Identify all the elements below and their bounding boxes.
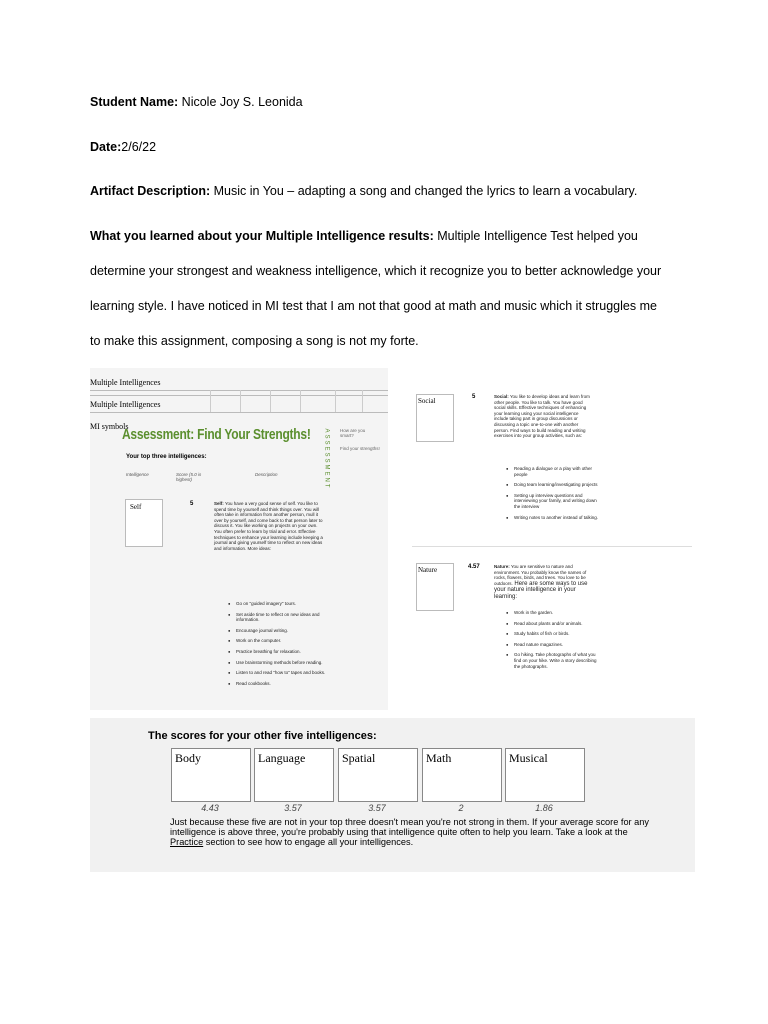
social-name: Social — [418, 397, 436, 405]
other-scores-screenshot — [90, 718, 695, 872]
col-description: Description — [255, 472, 278, 477]
assessment-title: Assessment: Find Your Strengths! — [122, 426, 311, 443]
assessment-vertical-label: ASSESSMENT — [323, 428, 330, 490]
top-three-heading: Your top three intelligences: — [126, 454, 207, 460]
score-box-body — [171, 748, 251, 802]
score-box-language — [254, 748, 334, 802]
date-value: 2/6/22 — [121, 140, 157, 154]
nature-bullet: ● Go hiking. Take photographs of what you find on your hike. Write a story describing the photographs. — [506, 652, 598, 669]
self-name: Self — [130, 503, 142, 511]
self-bullet: ● Go on "guided imagery" tours. — [228, 601, 328, 607]
score-box-musical — [505, 748, 585, 802]
social-score: 5 — [472, 394, 476, 400]
social-bullet: ● Reading a dialogue or a play with other people — [506, 466, 598, 477]
score-name: Musical — [509, 751, 548, 765]
learned-line-3: learning style. I have noticed in MI test that I am not that good at math and music which it struggles me — [90, 299, 657, 313]
learned-line-4: to make this assignment, composing a song is not my forte. — [90, 334, 419, 348]
assessment-screenshot — [90, 368, 695, 716]
score-name: Math — [426, 751, 452, 765]
side-note-2: Find your strengths! — [340, 446, 380, 451]
self-bullet: ● Use brainstorming methods before reading. — [228, 660, 328, 666]
learned-line-2: determine your strongest and weakness intelligence, which it recognize you to better acknowledge your — [90, 264, 662, 278]
social-bullet: ● Doing team learning/investigating projects — [506, 482, 598, 488]
side-note-1: How are you smart? — [340, 428, 366, 438]
self-bullet: ● Work on the computer. — [228, 638, 328, 644]
col-intelligence: Intelligence — [126, 472, 149, 477]
learned-text-1: Multiple Intelligence Test helped you — [433, 229, 638, 243]
score-value-math: 2 — [458, 803, 464, 813]
social-description: Social: You like to develop ideas and learn from other people. You like to talk. You have good social skills. Effective techniques of enhancing your learning using your social intelligence include taking part in group discussions or discussing a topic one-to-one with another person. Find ways to build reading and writing exercises into your group activities, such as: — [494, 394, 590, 439]
learned-line-1 — [90, 229, 638, 243]
self-bullet: ● Encourage journal writing. — [228, 628, 328, 634]
self-score: 5 — [190, 501, 194, 507]
date-label: Date: — [90, 140, 122, 154]
assessment-right-panel — [412, 388, 695, 710]
nature-bullet: ● Work in the garden. — [506, 610, 598, 616]
social-bullet: ● Setting up interview questions and interviewing your family, and writing down the interview — [506, 493, 598, 510]
score-value-body: 4.43 — [201, 803, 219, 813]
self-description: Self: You have a very good sense of self. You like to spend time by yourself and think things over. You will often take in information from another person, mull it over by yourself, and come back to that person later to discuss it. You like working on projects on your own. You often prefer to learn by trial and error. Effective techniques to enhance your learning include keeping a journal and giving yourself time to reflect on new ideas and information. More ideas: — [214, 501, 323, 551]
other-scores-title: The scores for your other five intelligences: — [148, 730, 377, 742]
artifact-value: Music in You – adapting a song and changed the lyrics to learn a vocabulary. — [210, 184, 638, 198]
score-value-language: 3.57 — [284, 803, 302, 813]
social-bullet: ● Writing notes to another instead of talking. — [506, 515, 598, 521]
self-bullet: ● Set aside time to reflect on new ideas and information. — [228, 612, 328, 623]
score-value-spatial: 3.57 — [368, 803, 386, 813]
nature-score: 4.57 — [468, 564, 480, 570]
social-bullets — [506, 466, 598, 525]
student-name-label: Student Name: — [90, 95, 179, 109]
nature-description: Nature: You are sensitive to nature and environment. You probably know the names of rocks, flowers, birds, and trees. You love to be outdoors. Here are some ways to use your nature intelligence in your learning: — [494, 564, 588, 600]
student-name-line — [90, 95, 303, 109]
date-line — [90, 140, 156, 154]
score-value-musical: 1.86 — [535, 803, 553, 813]
self-bullet: ● Read cookbooks. — [228, 681, 328, 687]
nature-bullet: ● Study habits of fish or birds. — [506, 631, 598, 637]
artifact-label: Artifact Description: — [90, 184, 211, 198]
mi-row-1: Multiple Intelligences — [90, 378, 161, 387]
score-name: Language — [258, 751, 306, 765]
assessment-left-panel — [90, 368, 388, 710]
col-score: Score (5.0 is highest) — [176, 472, 202, 482]
student-name-value: Nicole Joy S. Leonida — [178, 95, 303, 109]
self-bullets — [228, 601, 328, 691]
score-box-spatial — [338, 748, 418, 802]
score-box-math — [422, 748, 502, 802]
nature-bullets — [506, 610, 598, 674]
artifact-line — [90, 184, 637, 198]
self-bullet: ● Practice breathing for relaxation. — [228, 649, 328, 655]
score-name: Spatial — [342, 751, 376, 765]
mi-row-3: MI symbols — [90, 422, 129, 431]
practice-link[interactable]: Practice — [170, 837, 204, 847]
nature-name: Nature — [418, 566, 438, 574]
other-scores-paragraph: Just because these five are not in your top three doesn't mean you're not strong in them. If your average score for any intelligence is above three, you're probably using that intelligence quite often to help you learn. Take a look at the Practice section to see how to engage all your intelligences. — [170, 817, 649, 847]
mi-row-2: Multiple Intelligences — [90, 400, 161, 409]
nature-bullet: ● Read nature magazines. — [506, 642, 598, 648]
score-name: Body — [175, 751, 202, 765]
nature-bullet: ● Read about plants and/or animals. — [506, 621, 598, 627]
learned-label: What you learned about your Multiple Intelligence results: — [90, 229, 434, 243]
self-bullet: ● Listen to and read "how to" tapes and books. — [228, 670, 328, 676]
